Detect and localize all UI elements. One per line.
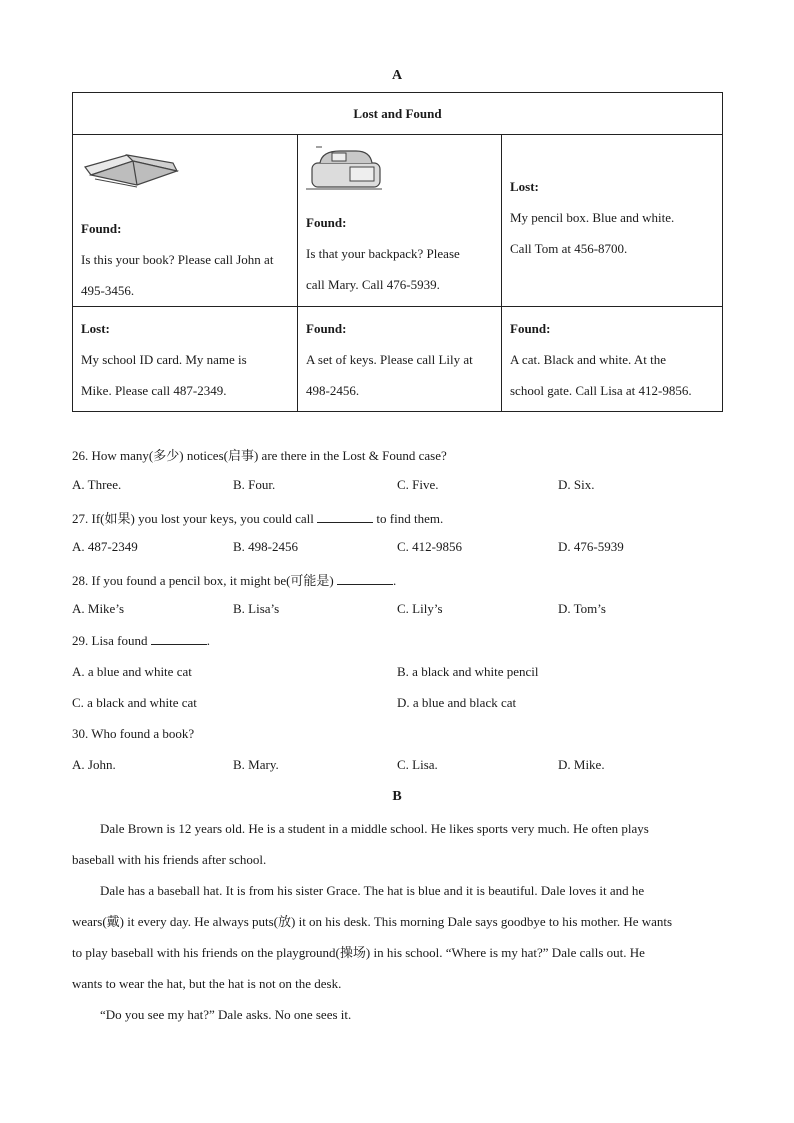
answer-blank[interactable] [151, 633, 207, 645]
notice-found-book [73, 135, 298, 307]
passage-paragraph [72, 999, 724, 1030]
question-stem: 28. If you found a pencil box, it might be(可能是) [72, 573, 334, 588]
question-28 [72, 570, 396, 589]
option[interactable]: C. Five. [397, 477, 439, 492]
option[interactable]: B. a black and white pencil [397, 664, 539, 679]
notice-line: Is that your backpack? Please [306, 246, 460, 261]
option[interactable]: A. 487-2349 [72, 539, 138, 554]
passage-line: “Do you see my hat?” Dale asks. No one sees it. [100, 1007, 352, 1022]
notice-label: Found: [510, 321, 551, 336]
passage-line: Dale Brown is 12 years old. He is a student in a middle school. He likes sports very much. He often plays [100, 821, 649, 836]
notice-lost-pencil-box [502, 135, 723, 307]
notice-line: A cat. Black and white. At the [510, 352, 666, 367]
option[interactable]: B. Lisa’s [233, 601, 280, 616]
option[interactable]: D. 476-5939 [558, 539, 624, 554]
question-stem-end: . [393, 573, 397, 588]
notice-line: My school ID card. My name is [81, 352, 247, 367]
notice-found-keys [298, 307, 502, 412]
question-stem: 29. Lisa found [72, 633, 148, 648]
passage-paragraph [72, 875, 724, 999]
question-29 [72, 633, 210, 649]
option[interactable]: C. Lisa. [397, 757, 438, 772]
option[interactable]: B. Mary. [233, 757, 279, 772]
notice-line: My pencil box. Blue and white. [510, 210, 675, 225]
option[interactable]: D. Mike. [558, 757, 605, 772]
passage-paragraph [72, 813, 724, 875]
option[interactable]: B. 498-2456 [233, 539, 298, 554]
notice-label: Lost: [510, 179, 539, 194]
notice-found-backpack [298, 135, 502, 307]
notice-line: 495-3456. [81, 283, 135, 298]
option[interactable]: A. Three. [72, 477, 122, 492]
notice-line: Mike. Please call 487-2349. [81, 383, 227, 398]
section-a-heading: A [391, 68, 403, 83]
notice-line: A set of keys. Please call Lily at [306, 352, 473, 367]
notice-label: Found: [81, 221, 122, 236]
answer-blank[interactable] [317, 511, 373, 523]
notice-line: Is this your book? Please call John at [81, 252, 274, 267]
option[interactable]: D. Six. [558, 477, 595, 492]
backpack-icon [306, 135, 493, 207]
option[interactable]: B. Four. [233, 477, 276, 492]
option[interactable]: D. a blue and black cat [397, 695, 517, 710]
option[interactable]: D. Tom’s [558, 601, 606, 616]
option[interactable]: A. a blue and white cat [72, 664, 192, 679]
option[interactable]: C. Lily’s [397, 601, 443, 616]
question-stem-end: to find them. [376, 511, 444, 526]
notice-found-cat [502, 307, 723, 412]
passage-line: Dale has a baseball hat. It is from his sister Grace. The hat is blue and it is beautiful. Dale loves it and he [100, 883, 645, 898]
book-icon [81, 135, 289, 213]
question-stem: 27. If(如果) you lost your keys, you could call [72, 511, 314, 526]
answer-blank[interactable] [337, 573, 393, 585]
notice-label: Found: [306, 321, 347, 336]
option[interactable]: C. 412-9856 [397, 539, 462, 554]
notice-line: Call Tom at 456-8700. [510, 241, 628, 256]
notice-line: school gate. Call Lisa at 412-9856. [510, 383, 692, 398]
notice-lost-id-card [73, 307, 298, 412]
notice-line: 498-2456. [306, 383, 360, 398]
question-27 [72, 508, 443, 527]
option[interactable]: C. a black and white cat [72, 695, 197, 710]
notice-label: Found: [306, 215, 347, 230]
option[interactable]: A. John. [72, 757, 116, 772]
lost-and-found-table [72, 92, 723, 412]
passage-line: wears(戴) it every day. He always puts(放) it on his desk. This morning Dale says goodbye to his mother. He wants [72, 914, 673, 929]
passage-line: baseball with his friends after school. [72, 852, 267, 867]
passage-line: to play baseball with his friends on the playground(操场) in his school. “Where is my hat?” Dale calls out. He [72, 945, 645, 960]
section-b-heading: B [392, 789, 402, 804]
notice-line: call Mary. Call 476-5939. [306, 277, 440, 292]
question-30: 30. Who found a book? [72, 726, 195, 741]
option[interactable]: A. Mike’s [72, 601, 124, 616]
question-stem-end: . [206, 633, 210, 648]
notice-label: Lost: [81, 321, 110, 336]
passage-line: wants to wear the hat, but the hat is not on the desk. [72, 976, 342, 991]
table-title: Lost and Found [73, 93, 723, 135]
question-26: 26. How many(多少) notices(启事) are there in the Lost & Found case? [72, 448, 447, 463]
